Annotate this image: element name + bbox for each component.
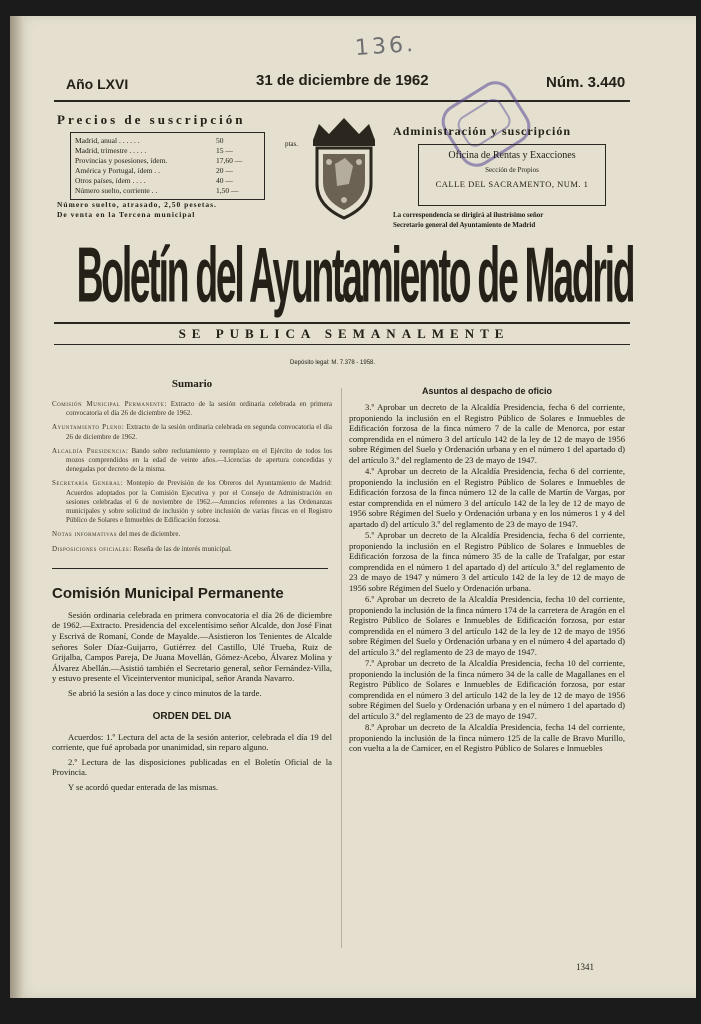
office-matters-title: Asuntos al despacho de oficio [421,386,553,396]
madrid-coat-of-arms-icon [299,114,389,224]
right-column [349,378,625,755]
issue-date: 31 de diciembre de 1962 [256,72,429,89]
decree-item: 3.º Aprobar un decreto de la Alcaldía Presidencia, fecha 6 del corriente, proponiendo la inclusión en el Registro Público de Solares e Inmuebles de Edificación forzosa de la finca número 7 de la calle de Menorca, por estar comprendida en el número 3 del artículo 142 de la ley de 12 de mayo de 1956 sobre Régimen del Suelo y Ordenación urbana y en el número 1 del apartado d) del artículo 3.º del reglamento de 23 de mayo de 1947. [349,402,625,465]
summary-item: Comisión Municipal Permanente: Extracto de la sesión ordinaria celebrada en primera convocatoria el día 26 de diciembre de 1962. [52,400,332,418]
issue-number: Núm. 3.440 [546,74,626,91]
masthead-subtitle: SE PUBLICA SEMANALMENTE [178,326,510,341]
administration-title: Administración y suscripción [393,124,572,138]
article-paragraph: 2.º Lectura de las disposiciones publicadas en el Boletín Oficial de la Provincia. [52,756,332,778]
summary-item: Ayuntamiento Pleno: Extracto de la sesión ordinaria celebrada en segunda convocatoria el día 26 de diciembre de 1962. [52,423,333,441]
handwritten-number: 136. [354,31,417,62]
page-number: 1341 [576,962,594,972]
column-divider [341,388,342,948]
subscription-prices [57,112,298,232]
decree-item: 7.º Aprobar un decreto de la Alcaldía Presidencia, fecha 10 del corriente, proponiendo la inclusión de la finca número 34 de la calle de Magallanes en el Registro Público de Solares e Inmuebles de Edificación forzosa, por estar comprendida en el número 3 del artículo 142 de la ley de 12 de mayo de 1956 sobre Régimen del Suelo y Ordenación urbana y en el número 1 del apartado d) del artículo 3.º del reglamento de 23 de mayo de 1947. [349,658,625,721]
decree-item: 4.º Aprobar un decreto de la Alcaldía Presidencia, fecha 6 del corriente, proponiendo la inclusión en el Registro Público de Solares e Inmuebles de Edificación forzosa de la finca número 12 de la calle de Martín de Vargas, por estar comprendida en el número 3 del artículo 142 de la ley de 12 de mayo de 1956 sobre Régimen del Suelo y Ordenación urbana y en los números 1 y 4 del apartado d) del artículo 3.º del reglamento de 23 de mayo de 1947. [349,466,625,529]
issue-year: Año LXVI [66,76,129,92]
price-row: Número suelto, corriente . . 1,50 — [75,186,239,195]
summary-item: Disposiciones oficiales: Reseña de las de interés municipal. [52,544,232,553]
summary-item: Secretaría General: Montepío de Previsión de los Obreros del Ayuntamiento de Madrid: Acuerdos adoptados por la Comisión Ejecutiva y por el Consejo de Administración en sesiones celebradas el 6 de noviembre de 1962.—Anuncios referentes a las Ordenanzas municipales y sobre solicitud de inclusión y sobre inclusión de varias fincas en el Registro Público de Solares e Inmuebles de Edificación forzosa. [52,479,332,525]
administration-office: Oficina de Rentas y Exacciones Sección de Propios CALLE DEL SACRAMENTO, NUM. 1 [418,144,606,206]
summary-item: Alcaldía Presidencia: Bando sobre reclutamiento y reemplazo en el Ejército de todos los mozos comprendidos en la edad de veinte años.—Licencias de apertura concedidas y denegadas por decreto de la misma. [52,446,333,474]
issue-header [44,64,684,104]
price-row: América y Portugal, ídem . . 20 — [75,166,233,175]
masthead-rule-bottom [54,344,630,345]
commission-article [52,585,332,793]
price-row: Madrid, trimestre . . . . . 15 — [75,146,233,155]
masthead-rule-top [54,322,630,324]
header-rule [54,100,630,102]
summary-section [52,378,332,554]
newspaper-page [10,16,696,998]
binding-edge [10,16,24,998]
administration-box [393,124,633,234]
summary-item: Notas informativas del mes de diciembre. [52,530,181,539]
article-paragraph: Y se acordó quedar enterada de las mismas. [68,781,219,792]
left-column [52,378,332,797]
summary-title: Sumario [171,378,213,390]
price-row: Otros países, ídem . . . . 40 — [75,176,233,185]
agenda-title: ORDEN DEL DIA [152,710,232,722]
article-title: Comisión Municipal Permanente [52,584,284,602]
subscription-title: Precios de suscripción [57,112,246,127]
administration-notes: La correspondencia se dirigirá al ilustrísimo señor Secretario general del Ayuntamiento de Madrid [393,211,544,229]
decree-item: 5.º Aprobar un decreto de la Alcaldía Presidencia, fecha 6 del corriente, proponiendo la inclusión en el Registro Público de Solares e Inmuebles de Edificación forzosa de la finca número 35 de la calle de Trafalgar, por estar comprendida en el número 1 del apartado d) del artículo 3.º del reglamento de 23 de mayo de 1947 y número 3 del artículo 142 de la ley de 12 de mayo de 1956 sobre Régimen del Suelo y Ordenación urbana. [349,530,625,593]
price-row: Provincias y posesiones, ídem. 17,60 — [75,156,243,165]
legal-deposit: Depósito legal: M. 7.378 - 1958. [290,360,376,366]
article-paragraph: Acuerdos: 1.º Lectura del acta de la sesión anterior, celebrada el día 19 del corriente, que fué aprobada por unanimidad, sin reparo alguno. [52,731,332,753]
price-row: Madrid, anual . . . . . . 50 [75,136,224,145]
decree-item: 8.º Aprobar un decreto de la Alcaldía Presidencia, fecha 14 del corriente, proponiendo la inclusión de la finca número 125 de la calle de Bravo Murillo, con vuelta a la de Carnicer, en el Registro Público de Solares e Inmuebles [349,722,625,753]
price-currency: ptas. [284,140,298,148]
masthead-title: Boletín del Ayuntamiento de Madrid [76,231,634,319]
subscription-notes: Número suelto, atrasado, 2,50 pesetas. De venta en la Tercena municipal [57,200,217,219]
article-paragraph: Sesión ordinaria celebrada en primera convocatoria el día 26 de diciembre de 1962.—Extracto. Presidencia del excelentísimo señor Alcalde, don José Finat y Escrivá de Romaní, Conde de Mayalde.—Asistieron los Tenientes de Alcalde señores Soler Díaz-Guijarro, Gutiérrez del Castillo, Ulé Trueba, Ruiz de Grijalba, Campos Pareja, De Juana Movellán, Gómez-Acebo, Álvarez Molina y Álvarez Abellán.—Asistió también el Secretario general, señor Fernández-Villa, y estuvo presente el Viceinterventor municipal, señor Aranda Navarro. [52,609,332,684]
section-divider [52,568,328,569]
price-table [70,132,298,200]
article-paragraph: Se abrió la sesión a las doce y cinco minutos de la tarde. [68,688,262,698]
decree-item: 6.º Aprobar un decreto de la Alcaldía Presidencia, fecha 10 del corriente, proponiendo la inclusión de la finca número 174 de la carretera de Aragón en el Registro Público de Solares e Inmuebles de Edificación forzosa, por estar comprendida en el número 3 del artículo 142 de la ley de 12 de mayo de 1956 sobre Régimen del Suelo y Ordenación urbana y en el número 4 del apartado d) del artículo 3.º del reglamento de 23 de mayo de 1947. [349,594,625,657]
